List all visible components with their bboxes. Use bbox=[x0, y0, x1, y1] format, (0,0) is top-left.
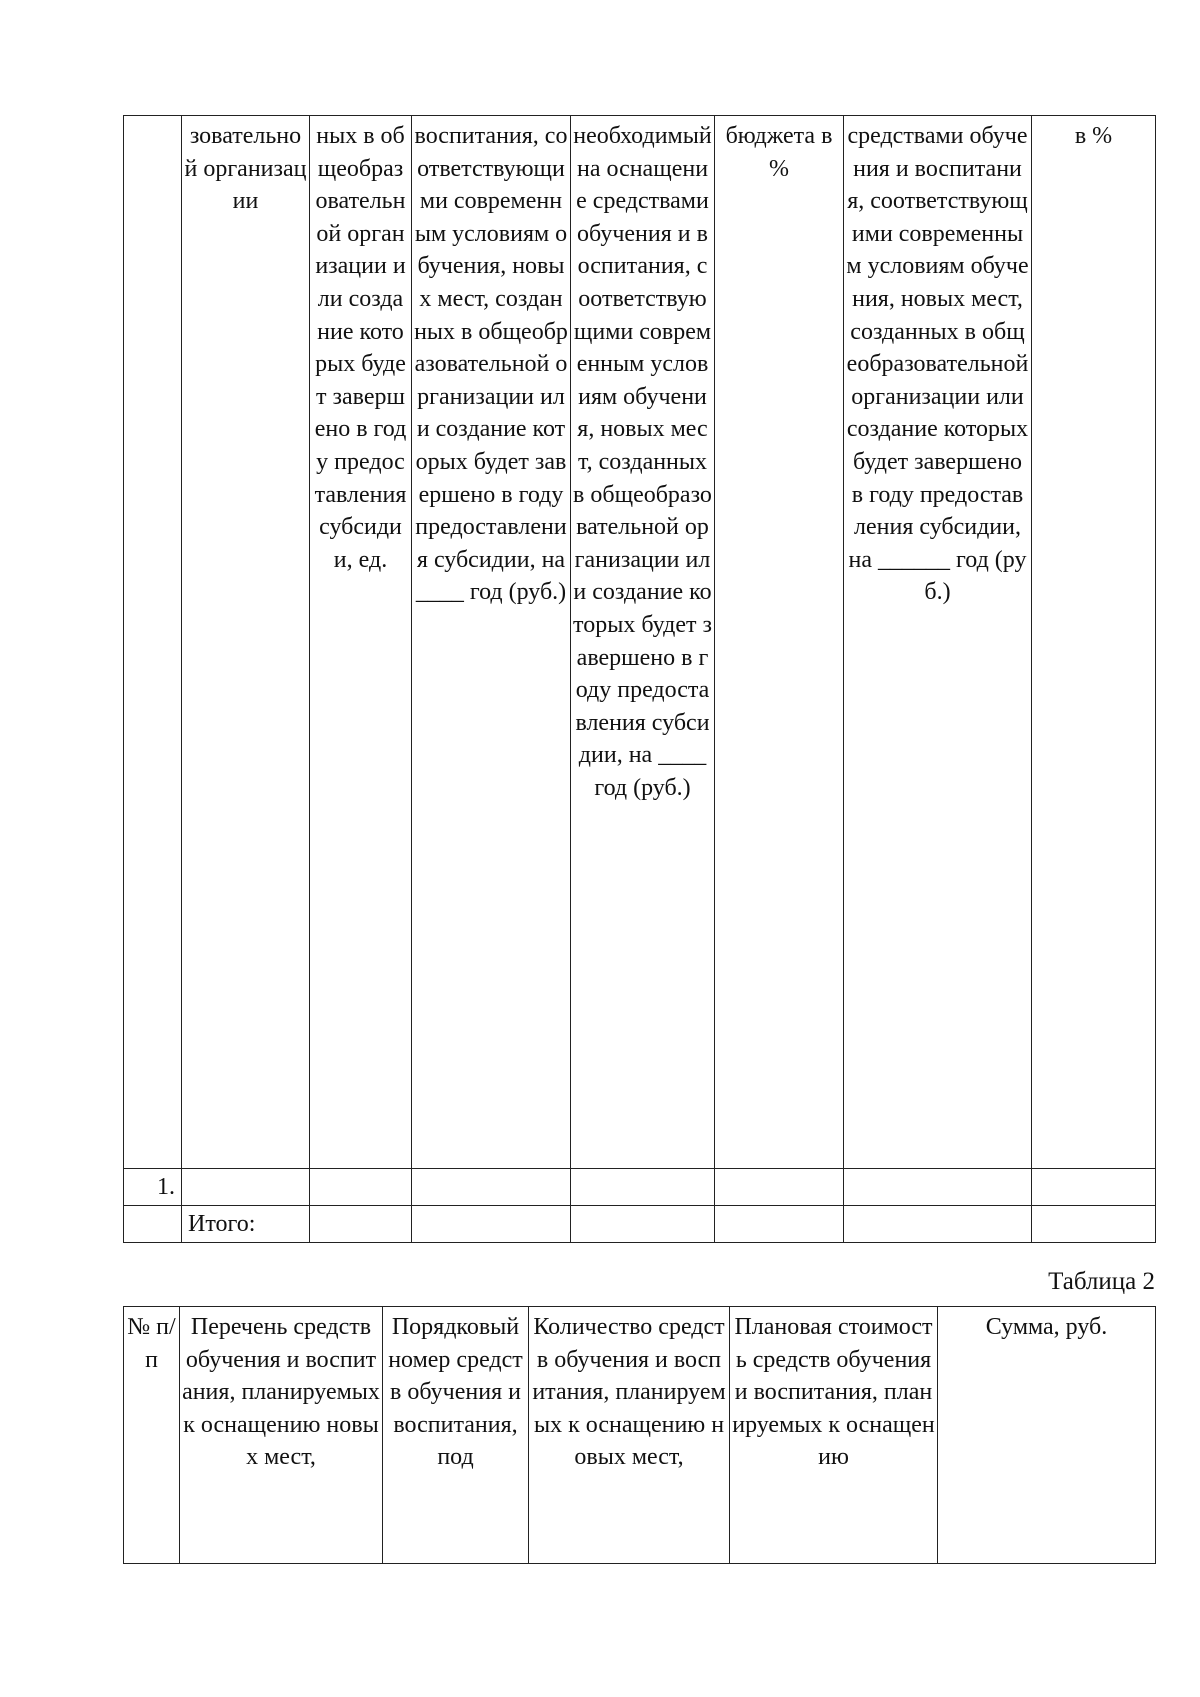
table-cell bbox=[124, 1206, 182, 1243]
table-cell bbox=[571, 1169, 715, 1206]
table-cell bbox=[310, 1169, 412, 1206]
table-2 bbox=[123, 1306, 1156, 1564]
table-cell bbox=[844, 1206, 1032, 1243]
table-cell bbox=[182, 1169, 310, 1206]
t2-header-col-2: Перечень средств обучения и воспитания, планируемых к оснащению новых мест, bbox=[180, 1307, 383, 1564]
table-cell bbox=[412, 1206, 571, 1243]
table-cell bbox=[1032, 1206, 1156, 1243]
t2-header-col-6: Сумма, руб. bbox=[938, 1307, 1156, 1564]
row-number: 1. bbox=[124, 1169, 182, 1206]
table-1 bbox=[123, 115, 1156, 1243]
table-cell bbox=[844, 1169, 1032, 1206]
table-1-row-1 bbox=[124, 1169, 1156, 1206]
t1-header-col-8: в % bbox=[1032, 116, 1156, 1169]
table-cell bbox=[715, 1206, 844, 1243]
table-cell bbox=[1032, 1169, 1156, 1206]
t2-header-col-4: Количество средств обучения и воспитания, планируемых к оснащению новых мест, bbox=[529, 1307, 730, 1564]
t1-header-col-4: воспитания, соответствующими современным условиям обучения, новых мест, созданных в общеобразовательной организации или создание которых будет завершено в году предоставления субсидии, на ____ год (руб.) bbox=[412, 116, 571, 1169]
table-1-header-row bbox=[124, 116, 1156, 1169]
table-2-header-row bbox=[124, 1307, 1156, 1564]
t2-header-col-5: Плановая стоимость средств обучения и воспитания, планируемых к оснащению bbox=[730, 1307, 938, 1564]
table-2-caption: Таблица 2 bbox=[1048, 1268, 1155, 1295]
table-1-total-row bbox=[124, 1206, 1156, 1243]
table-cell bbox=[571, 1206, 715, 1243]
t1-header-col-5: необходимый на оснащение средствами обучения и воспитания, соответствующими современным условиям обучения, новых мест, созданных в общеобразовательной организации или создание которых будет завершено в году предоставления субсидии, на ____ год (руб.) bbox=[571, 116, 715, 1169]
t1-header-col-1 bbox=[124, 116, 182, 1169]
t1-header-col-2: зовательной организации bbox=[182, 116, 310, 1169]
table-cell bbox=[715, 1169, 844, 1206]
total-label: Итого: bbox=[182, 1206, 310, 1243]
t1-header-col-3: ных в общеобразовательной организации или создание которых будет завершено в году предоставления субсидии, ед. bbox=[310, 116, 412, 1169]
t1-header-col-6: бюджета в % bbox=[715, 116, 844, 1169]
t1-header-col-7: средствами обучения и воспитания, соответствующими современным условиям обучения, новых мест, созданных в общеобразовательной организации или создание которых будет завершено в году предоставления субсидии, на ______ год (руб.) bbox=[844, 116, 1032, 1169]
table-cell bbox=[412, 1169, 571, 1206]
table-cell bbox=[310, 1206, 412, 1243]
t2-header-col-1: № п/п bbox=[124, 1307, 180, 1564]
t2-header-col-3: Порядковый номер средств обучения и воспитания, под bbox=[383, 1307, 529, 1564]
